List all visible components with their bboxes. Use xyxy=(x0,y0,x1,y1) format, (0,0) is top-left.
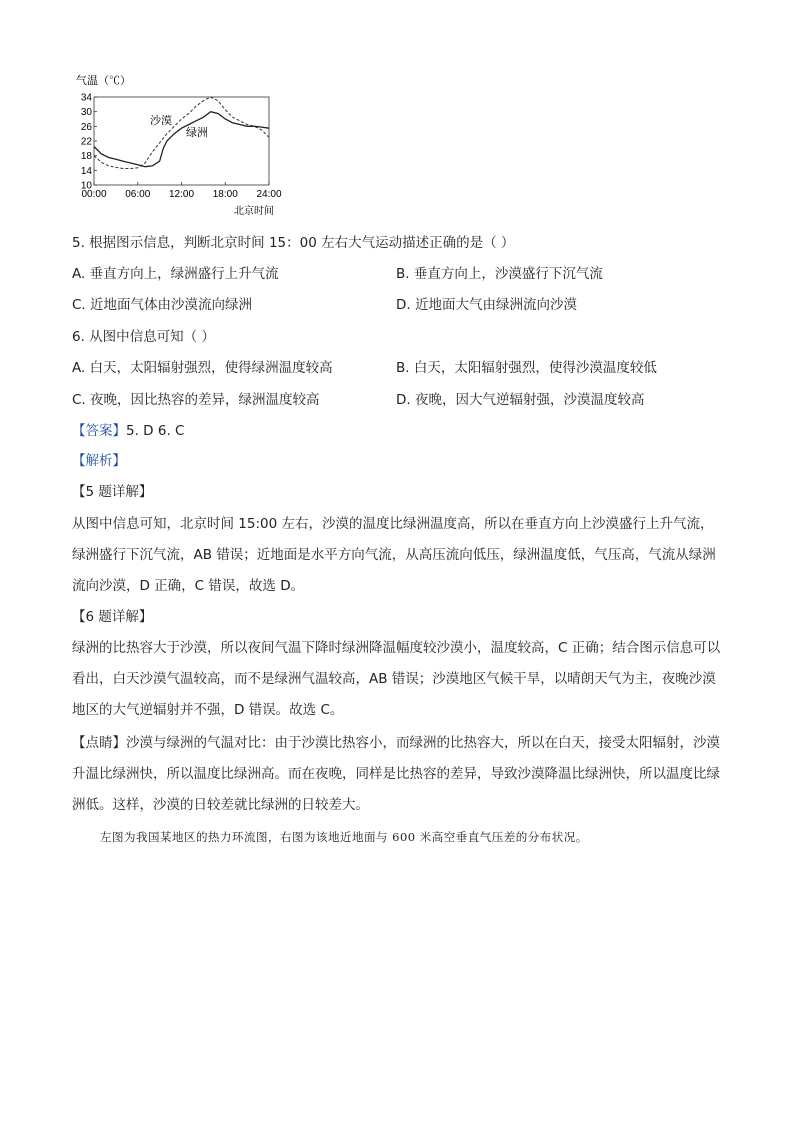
q6-stem: 6. 从图中信息可知（ ） xyxy=(72,329,215,345)
q5-option-c: C. 近地面气体由沙漠流向绿洲 xyxy=(72,297,253,313)
y-tick-label: 10 xyxy=(80,180,92,192)
q5-option-d: D. 近地面大气由绿洲流向沙漠 xyxy=(396,297,577,313)
analysis-tag: 【解析】 xyxy=(72,453,126,469)
x-tick-label: 24:00 xyxy=(256,189,282,200)
x-axis-label: 北京时间 xyxy=(234,206,274,217)
y-axis-label: 气温（℃） xyxy=(76,75,131,87)
detail6-tag: 【6 题详解】 xyxy=(72,609,153,625)
q6-option-a: A. 白天，太阳辐射强烈，使得绿洲温度较高 xyxy=(72,360,333,376)
q5-stem: 5. 根据图示信息，判断北京时间 15：00 左右大气运动描述正确的是（ ） xyxy=(72,235,515,251)
y-tick-label: 34 xyxy=(80,92,92,104)
q6-option-d: D. 夜晚，因大气逆辐射强，沙漠温度较高 xyxy=(396,392,645,408)
q6-option-b: B. 白天，太阳辐射强烈，使得沙漠温度较低 xyxy=(396,360,657,376)
y-tick-label: 30 xyxy=(80,107,92,119)
tip-paragraph xyxy=(72,728,722,821)
x-tick-label: 12:00 xyxy=(168,189,195,200)
q5-option-b: B. 垂直方向上，沙漠盛行下沉气流 xyxy=(396,266,603,282)
temperature-chart xyxy=(70,70,290,220)
detail5-text: 从图中信息可知，北京时间 15:00 左右，沙漠的温度比绿洲温度高，所以在垂直方向上沙漠盛行上升气流，绿洲盛行下沉气流，AB 错误；近地面是水平方向气流，从高压流向低压，绿洲温度低，气压高，气流从绿洲流向沙漠，D 正确，C 错误，故选 D。 xyxy=(72,516,716,594)
tip-text: 沙漠与绿洲的气温对比：由于沙漠比热容小，而绿洲的比热容大，所以在白天，接受太阳辐射，沙漠升温比绿洲快，所以温度比绿洲高。而在夜晚，同样是比热容的差异，导致沙漠降温比绿洲快，所以温度比绿洲低。这样，沙漠的日较差就比绿洲的日较差大。 xyxy=(72,735,720,813)
q6-option-c: C. 夜晚，因比热容的差异，绿洲温度较高 xyxy=(72,392,320,408)
y-tick-label: 26 xyxy=(80,121,92,133)
y-ticks xyxy=(81,93,97,192)
plot-frame xyxy=(94,97,269,185)
series-desert-label: 沙漠 xyxy=(150,115,172,127)
answer-text: 5. D 6. C xyxy=(126,423,185,439)
y-tick-label: 14 xyxy=(80,165,92,177)
detail6-text: 绿洲的比热容大于沙漠，所以夜间气温下降时绿洲降温幅度较沙漠小，温度较高，C 正确；结合图示信息可以看出，白天沙漠气温较高，而不是绿洲气温较高，AB 错误；沙漠地区气候干旱，以晴朗天气为主，夜晚沙漠地区的大气逆辐射并不强，D 错误。故选 C。 xyxy=(72,640,721,718)
y-tick-label: 18 xyxy=(80,151,92,163)
series-desert-line xyxy=(94,97,269,169)
y-tick-label: 22 xyxy=(80,136,92,148)
series-oasis-label: 绿洲 xyxy=(186,127,208,139)
q5-option-a: A. 垂直方向上，绿洲盛行上升气流 xyxy=(72,266,279,282)
x-tick-label: 06:00 xyxy=(125,189,151,200)
tip-tag: 【点睛】 xyxy=(72,735,126,751)
series-oasis-line xyxy=(94,112,269,167)
x-tick-label: 18:00 xyxy=(212,189,238,200)
answer-tag: 【答案】 xyxy=(72,423,126,439)
detail5-tag: 【5 题详解】 xyxy=(72,484,153,500)
answer-line xyxy=(72,421,184,441)
x-tick-label: 00:00 xyxy=(81,189,107,200)
figure-caption: 左图为我国某地区的热力环流图，右图为该地近地面与 600 米高空垂直气压差的分布状况。 xyxy=(100,830,588,844)
